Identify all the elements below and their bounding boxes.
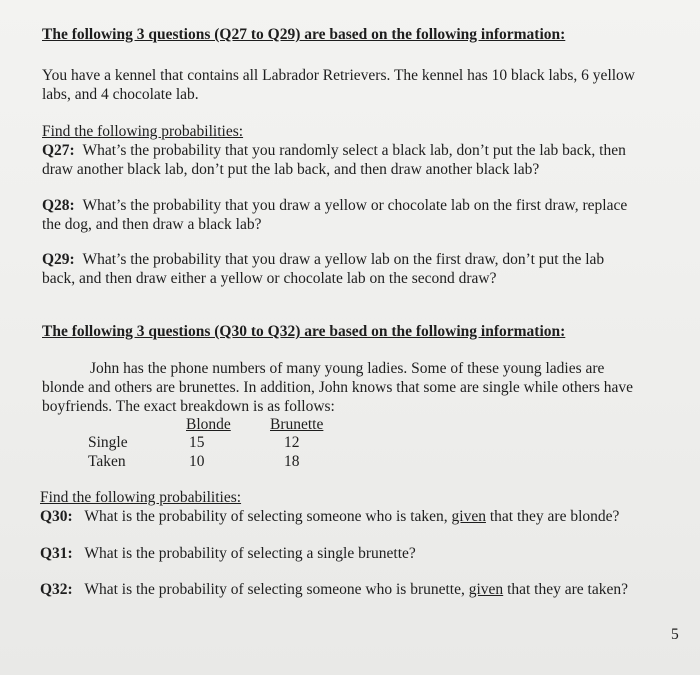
q27-line2: draw another black lab, don’t put the lab back, and then draw another black lab? bbox=[42, 161, 540, 178]
q28-line1: What’s the probability that you draw a yellow or chocolate lab on the first draw, replace bbox=[82, 197, 628, 214]
section1-heading: The following 3 questions (Q27 to Q29) are based on the following information: bbox=[42, 26, 566, 43]
q31-label: Q31: bbox=[40, 545, 73, 562]
q30-text-before: What is the probability of selecting someone who is taken, bbox=[84, 508, 452, 525]
page-number: 5 bbox=[671, 626, 679, 643]
table-cell-single-brunette: 12 bbox=[284, 434, 300, 451]
section1-intro-line2: labs, and 4 chocolate lab. bbox=[42, 86, 199, 103]
section1-find-label: Find the following probabilities: bbox=[42, 123, 244, 140]
q28-line2: the dog, and then draw a black lab? bbox=[42, 216, 262, 233]
section2-intro-line3: boyfriends. The exact breakdown is as follows: bbox=[42, 398, 335, 415]
table-cell-taken-brunette: 18 bbox=[284, 453, 300, 470]
q27-line1: What’s the probability that you randomly select a black lab, don’t put the lab back, then bbox=[82, 142, 626, 159]
section1-intro bbox=[42, 66, 635, 104]
question-q30 bbox=[40, 507, 619, 526]
q31-text: What is the probability of selecting a single brunette? bbox=[84, 545, 416, 562]
q29-line2: back, and then draw either a yellow or chocolate lab on the second draw? bbox=[42, 270, 497, 287]
question-q28 bbox=[42, 196, 627, 234]
question-q31 bbox=[40, 544, 416, 563]
q30-text-after: that they are blonde? bbox=[485, 508, 620, 525]
q29-line1: What’s the probability that you draw a yellow lab on the first draw, don’t put the lab bbox=[82, 251, 605, 268]
section2-intro-line2: blonde and others are brunettes. In addition, John knows that some are single while others have bbox=[42, 379, 634, 396]
q32-text-after: that they are taken? bbox=[503, 581, 628, 598]
table-header-brunette: Brunette bbox=[270, 416, 324, 433]
q32-text-before: What is the probability of selecting someone who is brunette, bbox=[84, 581, 469, 598]
q32-given: given bbox=[468, 581, 504, 598]
q30-given: given bbox=[451, 508, 486, 525]
question-q27 bbox=[42, 141, 626, 179]
question-q29 bbox=[42, 250, 604, 288]
question-q32 bbox=[40, 580, 628, 599]
table-row-label-single: Single bbox=[88, 434, 128, 451]
table-row-label-taken: Taken bbox=[88, 453, 126, 470]
table-cell-taken-blonde: 10 bbox=[189, 453, 205, 470]
section2-heading: The following 3 questions (Q30 to Q32) are based on the following information: bbox=[42, 323, 566, 340]
table-cell-single-blonde: 15 bbox=[189, 434, 205, 451]
section1-intro-line1: You have a kennel that contains all Labrador Retrievers. The kennel has 10 black labs, 6 yellow bbox=[42, 67, 635, 84]
q28-label: Q28: bbox=[42, 197, 75, 214]
q32-label: Q32: bbox=[40, 581, 73, 598]
q29-label: Q29: bbox=[42, 251, 75, 268]
q30-label: Q30: bbox=[40, 508, 73, 525]
section2-find-label: Find the following probabilities: bbox=[40, 489, 242, 506]
table-header-blonde: Blonde bbox=[186, 416, 231, 433]
q27-label: Q27: bbox=[42, 142, 75, 159]
section2-intro bbox=[42, 359, 633, 416]
section2-intro-line1: John has the phone numbers of many young ladies. Some of these young ladies are bbox=[90, 360, 605, 377]
